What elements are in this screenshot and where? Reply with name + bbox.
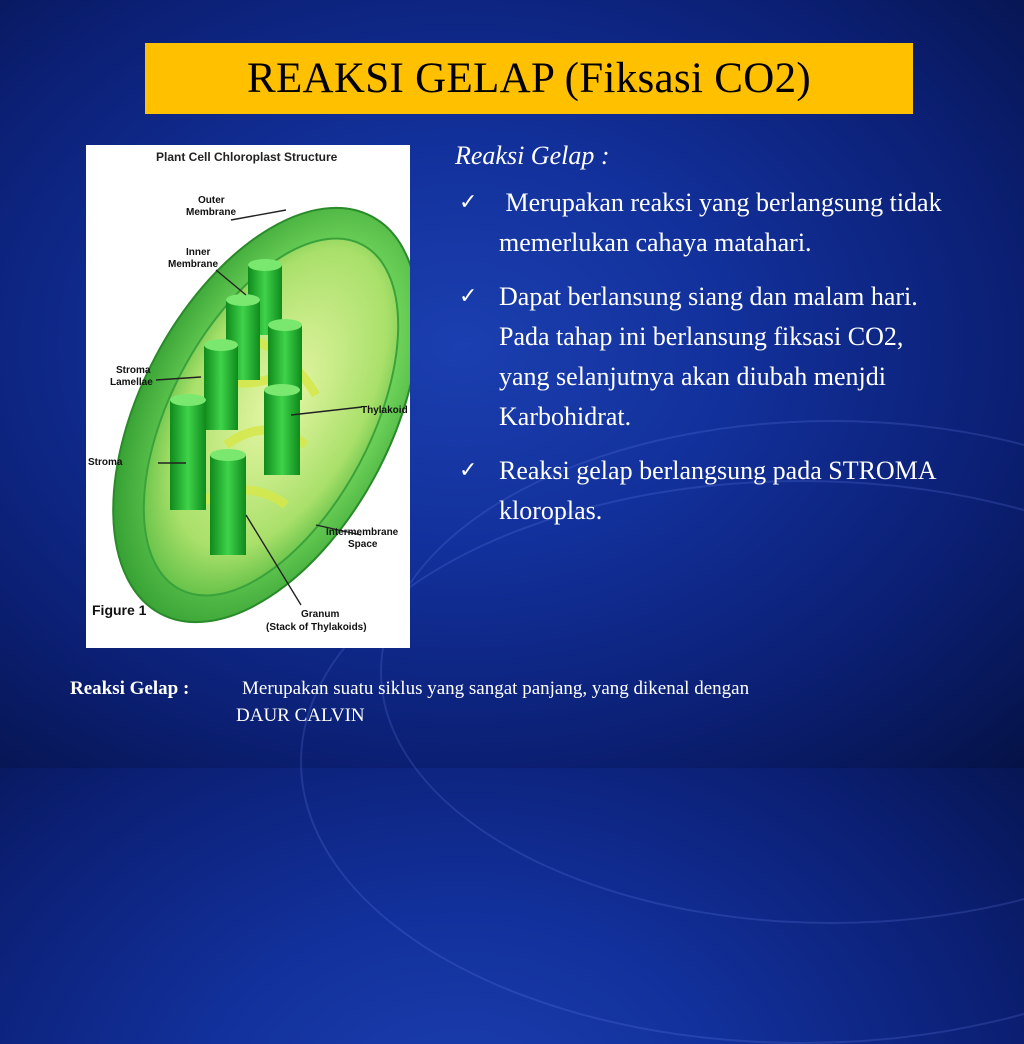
bullet-item bbox=[455, 183, 955, 263]
footer-note bbox=[70, 675, 970, 735]
bullet-item bbox=[455, 451, 955, 531]
bullet-item bbox=[455, 277, 955, 437]
label-intermembrane-2: Space bbox=[348, 539, 378, 550]
content-heading: Reaksi Gelap : bbox=[455, 141, 610, 170]
label-granum-2: (Stack of Thylakoids) bbox=[266, 622, 367, 633]
figure-heading: Plant Cell Chloroplast Structure bbox=[156, 150, 338, 164]
footer-text-line1: Merupakan suatu siklus yang sangat panjang, yang dikenal dengan bbox=[242, 678, 750, 699]
label-inner-membrane: Inner bbox=[186, 247, 211, 258]
bullet-text: Merupakan reaksi yang berlangsung tidak memerlukan cahaya matahari. bbox=[499, 188, 949, 257]
content-block bbox=[455, 135, 955, 545]
label-stroma-lamellae: Stroma bbox=[116, 365, 151, 376]
label-outer-membrane: Outer bbox=[198, 195, 225, 206]
label-granum: Granum bbox=[301, 609, 340, 620]
bullet-list bbox=[455, 183, 955, 531]
footer-text-line2: DAUR CALVIN bbox=[236, 705, 365, 726]
title-box bbox=[145, 43, 913, 114]
chloroplast-figure bbox=[86, 145, 410, 648]
label-inner-membrane-2: Membrane bbox=[168, 259, 219, 270]
footer-label: Reaksi Gelap : bbox=[70, 678, 190, 699]
slide-title: REAKSI GELAP (Fiksasi CO2) bbox=[246, 55, 812, 102]
checkmark-icon: ✓ bbox=[459, 458, 478, 483]
bullet-text: Dapat berlansung siang dan malam hari. Pada tahap ini berlansung fiksasi CO2, yang selanjutnya akan diubah menjdi Karbohidrat. bbox=[499, 282, 918, 431]
label-stroma-lamellae-2: Lamellae bbox=[110, 377, 153, 388]
label-intermembrane: Intermembrane bbox=[326, 527, 399, 538]
label-stroma: Stroma bbox=[88, 457, 123, 468]
figure-caption: Figure 1 bbox=[92, 602, 147, 618]
checkmark-icon: ✓ bbox=[459, 284, 478, 309]
chloroplast-diagram bbox=[86, 145, 410, 648]
checkmark-icon: ✓ bbox=[459, 190, 478, 215]
bullet-text: Reaksi gelap berlangsung pada STROMA kloroplas. bbox=[499, 456, 936, 525]
label-outer-membrane-2: Membrane bbox=[186, 207, 237, 218]
label-thylakoid: Thylakoid bbox=[361, 405, 408, 416]
